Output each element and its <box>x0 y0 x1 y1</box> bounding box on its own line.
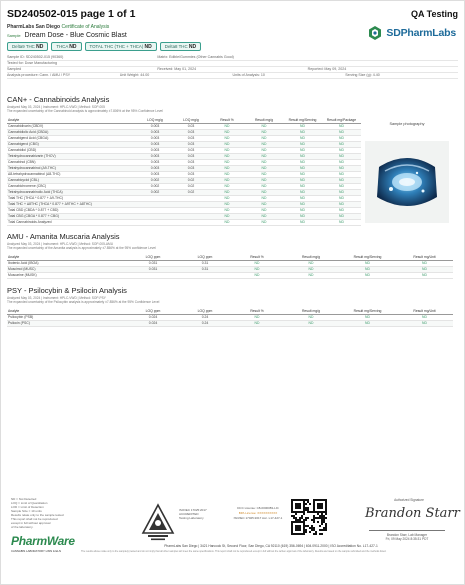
table-cell: ND <box>283 171 322 177</box>
analyte-name: Total THC + Δ8THC (THCA * 0.877 + Δ9THC + Δ8THC) <box>7 201 137 207</box>
amu-note-1: Analyzed May 03, 2024 | Instrument: HPLC-VWD | Method: SOP-005-AMU <box>7 242 113 246</box>
table-cell: 0.002 <box>137 177 173 183</box>
hexagon-molecule-icon <box>367 25 383 41</box>
table-cell: 0.002 <box>137 189 173 195</box>
column-header: Analyte <box>7 115 137 123</box>
table-cell: 0.003 <box>137 153 173 159</box>
table-cell: ND <box>322 219 361 225</box>
table-cell: ND <box>322 123 361 129</box>
analyte-name: Tetrahydrocannabinolic Acid (THCA) <box>7 189 137 195</box>
table-cell: ND <box>209 207 245 213</box>
analyte-name: Δ8-tetrahydrocannabinol (Δ8-THC) <box>7 171 137 177</box>
table-cell: ND <box>322 141 361 147</box>
table-cell: 0.002 <box>137 183 173 189</box>
table-cell: ND <box>322 177 361 183</box>
top-bar <box>7 7 458 21</box>
table-cell: ND <box>283 219 322 225</box>
table-cell: ND <box>283 129 322 135</box>
table-cell: ND <box>396 260 453 266</box>
pill-thca: THCA ND <box>51 42 81 51</box>
table-cell: ND <box>231 266 283 272</box>
analyte-name: Muscarine (MUSK) <box>7 272 127 278</box>
lab-address: PharmLabs San Diego | 3421 Hancock St, Second Floor, San Diego, CA 92110 (619) 356-0694 | 604.0911.2000 | ISO Accreditation No. L17-427-1 <box>164 544 378 548</box>
table-cell: 0.003 <box>137 171 173 177</box>
logo-brand: SDPharmLabs <box>386 27 456 39</box>
table-cell: ND <box>231 260 283 266</box>
table-cell: 0.02 <box>173 183 209 189</box>
footer-notes: ND = Not Detected LOQ = Limit of Quantitation LOD = Limit of Detection Sample Size = 10 units Results relate only to the sample tested This report shall not be reproduced except in full without approval of the laboratory. <box>11 497 64 529</box>
table-cell: ND <box>209 129 245 135</box>
table-header-row <box>7 115 361 123</box>
sample-meta <box>7 55 458 85</box>
cann-note-2: The expanded uncertainty of the Cannabinoid analysis is approximately ±7.806% at the 95% Confidence Level <box>7 109 163 113</box>
table-cell: ND <box>322 189 361 195</box>
table-cell: ND <box>283 207 322 213</box>
license-info: DCC License: C8-0000083-LIC BPA License: XXXXXXXXXX ISO/IEC 17025:2017 Acc. L17-427-1 <box>233 506 283 520</box>
table-cell: ND <box>283 159 322 165</box>
product-name: Dream Dose - Blue Cosmic Blast <box>24 32 127 39</box>
pill-delta8-thc: Delta8 THC ND <box>160 42 201 51</box>
table-cell: 0.003 <box>137 141 173 147</box>
column-header: Analyte <box>7 252 127 260</box>
disclaimer: The results above relate only to the sample(s) tested and do not imply that all other samples will meet the same specifications. This report shall not be reproduced except in full without the written approval of the laboratory. Results are based on the sample submitted and the methods listed. <box>81 550 387 553</box>
table-cell: ND <box>396 314 453 320</box>
table-cell: ND <box>396 272 453 278</box>
table-cell: ND <box>322 183 361 189</box>
product-line <box>7 32 127 39</box>
column-header: Result mg/Package <box>322 115 361 123</box>
table-cell: 0.03 <box>173 129 209 135</box>
table-cell: ND <box>283 189 322 195</box>
table-cell: ND <box>245 171 283 177</box>
table-cell: ND <box>283 141 322 147</box>
signature-label: Authorized Signature <box>394 498 424 502</box>
table-cell: ND <box>283 183 322 189</box>
column-header: LOQ ppm <box>127 252 179 260</box>
meta-row: Sample ID: SD240502-015 (90360) Matrix: Edible/Gummies (Other Cannabis Good) <box>7 55 458 61</box>
table-cell: ND <box>283 165 322 171</box>
table-header-row <box>7 252 453 260</box>
column-header: Result mg/Serving <box>339 306 396 314</box>
column-header: Result % <box>231 306 283 314</box>
table-cell: ND <box>245 195 283 201</box>
table-cell: ND <box>245 201 283 207</box>
sample-photo <box>365 141 449 223</box>
table-cell: ND <box>245 183 283 189</box>
table-cell: ND <box>322 159 361 165</box>
table-cell <box>127 272 179 278</box>
table-cell: ND <box>283 266 339 272</box>
table-cell: 0.003 <box>137 123 173 129</box>
table-cell: 0.031 <box>127 260 179 266</box>
table-cell: ND <box>339 266 396 272</box>
table-cell: ND <box>245 189 283 195</box>
table-cell: ND <box>209 213 245 219</box>
table-cell: ND <box>283 260 339 266</box>
table-cell: ND <box>209 135 245 141</box>
table-cell: ND <box>245 141 283 147</box>
table-cell: ND <box>283 123 322 129</box>
table-cell: ND <box>283 314 339 320</box>
column-header: LOQ ppm <box>127 306 179 314</box>
column-header: Result % <box>209 115 245 123</box>
meta-row: Sampled Received: May 01, 2024 Reported: May 09, 2024 <box>7 67 458 73</box>
table-cell: ND <box>322 207 361 213</box>
qr-code-icon <box>291 499 327 535</box>
analyte-name: Total THC (THCA * 0.877 + Δ9-THC) <box>7 195 137 201</box>
table-cell: 0.024 <box>127 314 179 320</box>
table-cell: ND <box>245 177 283 183</box>
column-header: LOQ mg/g <box>173 115 209 123</box>
table-row <box>7 219 361 225</box>
column-header: Result % <box>231 252 283 260</box>
table-cell: ND <box>283 147 322 153</box>
table-cell: ND <box>209 189 245 195</box>
table-cell: ND <box>322 201 361 207</box>
analyte-name: Cannabichromene (CBC) <box>7 183 137 189</box>
table-cell: ND <box>245 123 283 129</box>
table-cell <box>137 219 173 225</box>
cann-title: CAN+ - Cannabinoids Analysis <box>7 95 110 104</box>
table-cell: 0.003 <box>137 165 173 171</box>
analyte-name: Muscimol (MUSC) <box>7 266 127 272</box>
analyte-name: Total Cannabinoids Analyzed <box>7 219 137 225</box>
table-cell: 0.02 <box>173 177 209 183</box>
psy-title: PSY - Psilocybin & Psilocin Analysis <box>7 286 127 295</box>
summary-pills <box>7 42 201 51</box>
table-cell: ND <box>209 201 245 207</box>
column-header: Result mg/Unit <box>396 252 453 260</box>
table-cell: 0.03 <box>173 141 209 147</box>
pill-delta9-thc: Delta9 THC ND <box>7 42 48 51</box>
table-cell: ND <box>283 195 322 201</box>
table-cell: ND <box>245 153 283 159</box>
table-row <box>7 320 453 326</box>
table-cell: 0.03 <box>173 171 209 177</box>
table-cell: ND <box>245 213 283 219</box>
table-cell: ND <box>339 272 396 278</box>
table-cell <box>173 219 209 225</box>
table-cell: ND <box>283 272 339 278</box>
qr-code[interactable] <box>291 499 327 535</box>
cann-note-1: Analyzed May 03, 2024 | Instrument: HPLC-VWD | Method: SOP-005 <box>7 105 105 109</box>
report-type: QA Testing <box>411 9 458 19</box>
psy-note-1: Analyzed May 03, 2024 | Instrument: HPLC-VWD | Method: SOP-PSY <box>7 296 106 300</box>
table-cell: 0.031 <box>127 266 179 272</box>
photo-label: Sample photography <box>389 122 425 126</box>
column-header: Result mg/g <box>283 252 339 260</box>
meta-row: Analysis procedure: Cann. / AMU / PSY Unit Weight: 44.00 Units of Analysis: 10 Serving Size (g): 4.40 <box>7 73 458 79</box>
table-cell: ND <box>209 219 245 225</box>
table-cell: ND <box>283 213 322 219</box>
table-cell: 0.03 <box>173 135 209 141</box>
table-cell: ND <box>245 165 283 171</box>
amu-note-2: The expanded uncertainty of the Amanita analysis is approximately ±7.856% at the 95% confidence Level <box>7 246 156 250</box>
table-cell: ND <box>209 183 245 189</box>
report-id: SD240502-015 page 1 of 1 <box>7 8 136 20</box>
table-cell: ND <box>245 219 283 225</box>
signature-line <box>369 530 445 531</box>
column-header: Result mg/g <box>283 306 339 314</box>
table-cell: ND <box>231 272 283 278</box>
table-cell: 0.03 <box>173 147 209 153</box>
table-cell: ND <box>283 201 322 207</box>
table-cell: ND <box>322 171 361 177</box>
table-cell: ND <box>396 266 453 272</box>
table-cell: ND <box>245 129 283 135</box>
table-cell: 0.003 <box>137 147 173 153</box>
table-cell: ND <box>209 177 245 183</box>
accreditation-text: ISO/IEC 17025:2017 ACCREDITED Testing Laboratory <box>179 508 207 520</box>
sdpharmlabs-logo <box>367 25 456 41</box>
table-cell: ND <box>209 141 245 147</box>
analyte-name: Total CBD (CBDA * 0.877 + CBD) <box>7 207 137 213</box>
column-header: LOQ ppm <box>179 252 231 260</box>
table-cell: ND <box>339 314 396 320</box>
lab-subtitle: Certificate of Analysis <box>61 24 110 30</box>
analyte-name: Psilocin (PSC) <box>7 320 127 326</box>
table-cell: ND <box>209 195 245 201</box>
pill-total-thc: TOTAL THC (THC + THCA) ND <box>85 42 157 51</box>
table-cell: ND <box>322 165 361 171</box>
table-cell: 0.03 <box>173 123 209 129</box>
analyte-name: Cannabidiol (CBD) <box>7 147 137 153</box>
table-cell: ND <box>283 135 322 141</box>
gummy-package-image <box>365 141 449 223</box>
table-cell: 0.003 <box>137 135 173 141</box>
table-cell: ND <box>209 171 245 177</box>
table-cell: ND <box>283 177 322 183</box>
table-cell: 0.31 <box>179 260 231 266</box>
table-cell: ND <box>209 159 245 165</box>
analyte-name: Cannabicyclol (CBL) <box>7 177 137 183</box>
column-header: LOQ ppm <box>179 306 231 314</box>
column-header: LOQ mg/g <box>137 115 173 123</box>
pharmware-logo <box>11 534 75 553</box>
table-cell: ND <box>322 195 361 201</box>
table-cell: 0.03 <box>173 153 209 159</box>
table-cell: ND <box>245 207 283 213</box>
analyte-name: Ibotenic Acid (IBOA) <box>7 260 127 266</box>
psy-note-2: The expanded uncertainty of the Psilocybin analysis is approximately ±7.856% at the 95% Confidence Level <box>7 300 160 304</box>
table-cell: ND <box>245 159 283 165</box>
table-cell: ND <box>245 135 283 141</box>
product-prefix: Sample <box>7 33 21 38</box>
table-cell: ND <box>209 123 245 129</box>
column-header: Result mg/g <box>245 115 283 123</box>
table-cell: ND <box>322 153 361 159</box>
table-cell: 0.03 <box>173 159 209 165</box>
table-cell: 0.003 <box>137 129 173 135</box>
table-cell: ND <box>231 320 283 326</box>
column-header: Result mg/Unit <box>396 306 453 314</box>
analyte-name: Tetrahydrocannabivarin (THCV) <box>7 153 137 159</box>
column-header: Analyte <box>7 306 127 314</box>
table-cell: 0.31 <box>179 266 231 272</box>
table-cell: ND <box>231 314 283 320</box>
table-cell: 0.02 <box>173 189 209 195</box>
analyte-name: Cannabigerol Acid (CBGA) <box>7 135 137 141</box>
amanita-table <box>7 252 453 279</box>
table-cell: ND <box>322 135 361 141</box>
table-header-row <box>7 306 453 314</box>
analyte-name: Total CBG (CBGA * 0.877 + CBG) <box>7 213 137 219</box>
table-cell: ND <box>339 260 396 266</box>
table-cell: ND <box>322 213 361 219</box>
cannabinoid-table <box>7 115 361 226</box>
pharmware-name: PharmWare <box>11 534 75 548</box>
table-cell: 0.003 <box>137 159 173 165</box>
pharmware-tagline: CANNABIS LABORATORY LIMS & ELN <box>11 549 61 553</box>
table-cell: ND <box>339 320 396 326</box>
lab-line <box>7 24 109 30</box>
table-cell: ND <box>209 153 245 159</box>
column-header: Result mg/Serving <box>339 252 396 260</box>
amu-title: AMU - Amanita Muscaria Analysis <box>7 232 120 241</box>
signature: Brandon Starr <box>365 506 460 521</box>
table-cell: ND <box>396 320 453 326</box>
table-cell: ND <box>209 165 245 171</box>
table-cell: 0.24 <box>179 314 231 320</box>
analyte-name: Tetrahydrocannabinol (Δ9-THC) <box>7 165 137 171</box>
signer-info: Brandon Starr, Lab Manager Fri, 09 May 2024 8:35:31 PDT <box>385 533 429 541</box>
psilocybin-table <box>7 306 453 327</box>
table-cell <box>179 272 231 278</box>
accreditation-icon <box>141 503 175 543</box>
table-cell: 0.03 <box>173 165 209 171</box>
table-cell: ND <box>245 147 283 153</box>
analyte-name: Cannabidiolic Acid (CBDA) <box>7 129 137 135</box>
analyte-name: Cannabigerol (CBG) <box>7 141 137 147</box>
accreditation-mark <box>141 503 175 543</box>
table-cell: 0.24 <box>179 320 231 326</box>
analyte-name: Psilocybin (PSB) <box>7 314 127 320</box>
table-cell: ND <box>322 129 361 135</box>
column-header: Result mg/Serving <box>283 115 322 123</box>
lab-name: PharmLabs San Diego <box>7 24 61 30</box>
table-cell: ND <box>283 320 339 326</box>
table-cell: ND <box>322 147 361 153</box>
table-cell: ND <box>283 153 322 159</box>
table-cell: 0.024 <box>127 320 179 326</box>
analyte-name: Cannabinol (CBN) <box>7 159 137 165</box>
meta-row: Tested for: Dose Manufacturing <box>7 61 458 67</box>
table-row <box>7 272 453 278</box>
table-cell: ND <box>209 147 245 153</box>
analyte-name: Cannabidivarin (CBDV) <box>7 123 137 129</box>
